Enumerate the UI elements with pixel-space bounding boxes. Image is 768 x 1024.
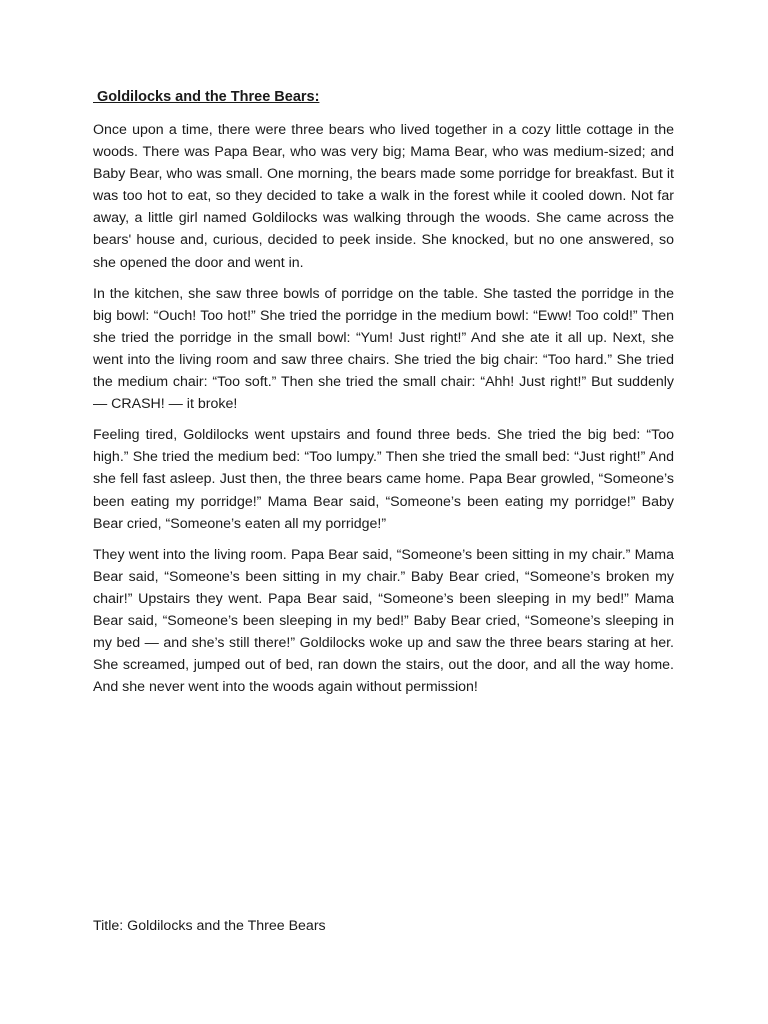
- paragraph-2: In the kitchen, she saw three bowls of porridge on the table. She tasted the porridge in the big bowl: “Ouch! Too hot!” She tried the porridge in the medium bowl: “Eww! Too cold!” Then she tried the porridge in the small bowl: “Yum! Just right!” And she ate it all up. Next, she went into the living room and saw three chairs. She tried the big chair: “Too hard.” She tried the medium chair: “Too soft.” Then she tried the small chair: “Ahh! Just right!” But suddenly — CRASH! — it broke!: [93, 285, 674, 413]
- paragraph-4: They went into the living room. Papa Bear said, “Someone’s been sitting in my chair.” Mama Bear said, “Someone’s been sitting in my chair.” Baby Bear cried, “Someone’s broken my chair!” Upstairs they went. Papa Bear said, “Someone’s been sleeping in my bed!” Mama Bear said, “Someone’s been sleeping in my bed!” Baby Bear cried, “Someone’s sleeping in my bed — and she’s still there!” Goldilocks woke up and saw the three bears staring at her. She screamed, jumped out of bed, ran down the stairs, out the door, and all the way home. And she never went into the woods again without permission!: [93, 546, 674, 696]
- document-heading: Goldilocks and the Three Bears:: [93, 89, 320, 105]
- paragraph-1: Once upon a time, there were three bears who lived together in a cozy little cottage in the woods. There was Papa Bear, who was very big; Mama Bear, who was medium-sized; and Baby Bear, who was small. One morning, the bears made some porridge for breakfast. But it was too hot to eat, so they decided to take a walk in the forest while it cooled down. Not far away, a little girl named Goldilocks was walking through the woods. She came across the bears' house and, curious, decided to peek inside. She knocked, but no one answered, so she opened the door and went in.: [93, 122, 674, 271]
- document-body: [93, 86, 674, 707]
- paragraph-3: Feeling tired, Goldilocks went upstairs and found three beds. She tried the big bed: “Too high.” She tried the medium bed: “Too lumpy.” Then she tried the small bed: “Just right!” And she fell fast asleep. Just then, the three bears came home. Papa Bear growled, “Someone’s been eating my porridge!” Mama Bear said, “Someone’s been eating my porridge!” Baby Bear cried, “Someone’s eaten all my porridge!”: [93, 427, 674, 532]
- footer-title: Title: Goldilocks and the Three Bears: [93, 918, 326, 934]
